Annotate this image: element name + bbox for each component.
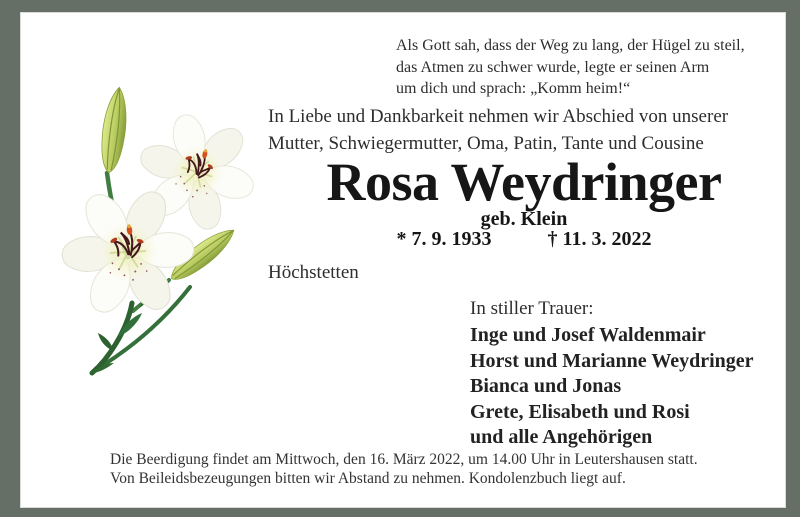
mourner-entry: Inge und Josef Waldenmair <box>470 324 706 346</box>
deceased-name: Rosa Weydringer <box>326 152 722 212</box>
mourners-list <box>470 323 754 451</box>
obituary-card <box>20 12 786 508</box>
intro-line-1: In Liebe und Dankbarkeit nehmen wir Abschied von unserer <box>268 106 729 127</box>
death-date: † 11. 3. 2022 <box>547 228 652 250</box>
intro-line-2: Mutter, Schwiegermutter, Oma, Patin, Tante und Cousine <box>268 132 704 154</box>
maiden-name: geb. Klein <box>480 208 568 230</box>
birth-date: * 7. 9. 1933 <box>396 228 492 250</box>
quote-line-1: Als Gott sah, dass der Weg zu lang, der Hügel zu steil, <box>396 37 745 54</box>
funeral-info <box>110 451 698 489</box>
memorial-quote <box>396 35 745 100</box>
mourning-heading: In stiller Trauer: <box>470 298 594 319</box>
mourner-entry: Horst und Marianne Weydringer <box>470 349 754 372</box>
mourner-entry: Grete, Elisabeth und Rosi <box>470 400 690 423</box>
funeral-line-1: Die Beerdigung findet am Mittwoch, den 16. März 2022, um 14.00 Uhr in Leutershausen statt. <box>110 451 698 468</box>
quote-line-3: um dich und sprach: „Komm heim!“ <box>396 80 631 97</box>
mourner-entry: Bianca und Jonas <box>470 375 622 398</box>
white-lily-bouquet-image <box>40 75 280 385</box>
quote-line-2: das Atmen zu schwer wurde, legte er seinen Arm <box>396 58 710 76</box>
mourner-entry: und alle Angehörigen <box>470 426 653 449</box>
life-dates <box>268 228 780 251</box>
funeral-line-2: Von Beileidsbezeugungen bitten wir Abstand zu nehmen. Kondolenzbuch liegt auf. <box>110 469 626 487</box>
place-name: Höchstetten <box>268 262 359 283</box>
farewell-intro <box>268 104 728 157</box>
